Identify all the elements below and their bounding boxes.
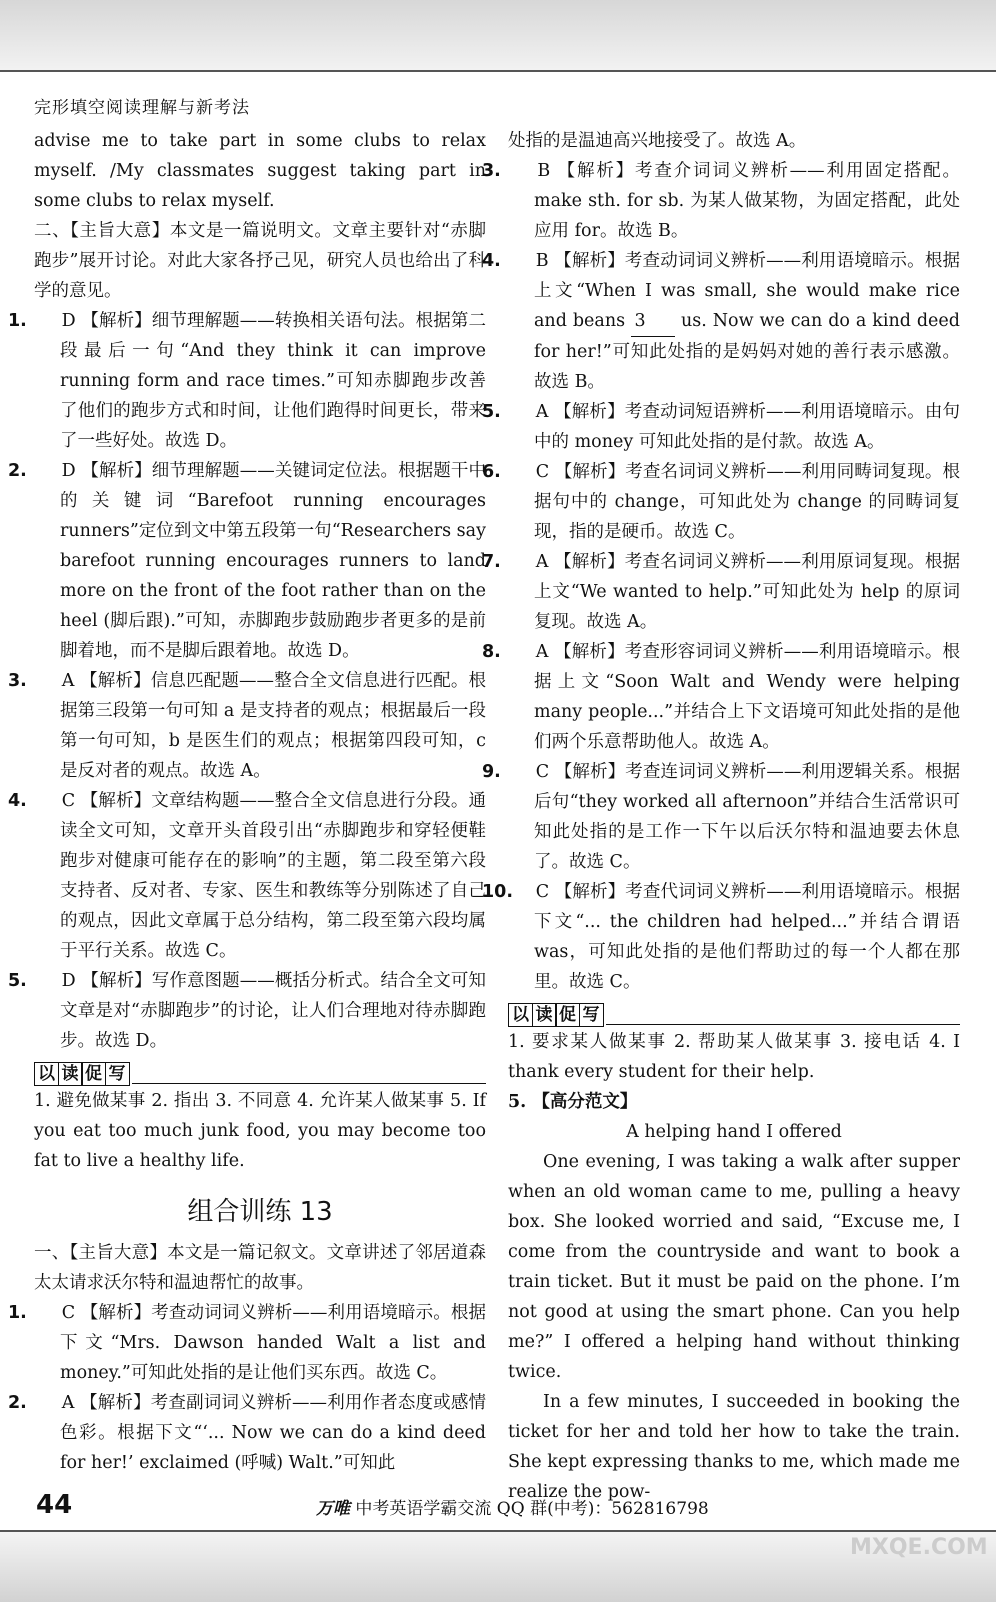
answer-item: 4. C 【解析】文章结构题——整合全文信息进行分段。通读全文可知，文章开头首段引出“赤脚跑步和穿轻便鞋跑步对健康可能存在的影响”的主题，第二段至第六段支持者、反对者、专家、医生和教练等分别陈述了自己的观点，因此文章属于总分结构，第二段至第六段均属于平行关系。故选 C。	[8, 791, 486, 961]
page-number: 44	[36, 1490, 73, 1520]
paragraph: advise me to take part in some clubs to relax myself. /My classmates suggest taking part in some clubs to relax myself.	[34, 131, 486, 211]
model-essay-heading: 5. 【高分范文】	[508, 1092, 638, 1112]
left-column	[8, 126, 486, 1478]
top-scan-bar	[0, 0, 996, 72]
essay-paragraph: One evening, I was taking a walk after supper when an old woman came to me, pulling a heavy box. She looked worried and said, “Excuse me, I come from the countryside and want to book a train ticket. But it must be paid on the phone. I’m not good at using the smart phone. Can you help me?” I offered a helping hand without thinking twice.	[508, 1152, 960, 1382]
section-1-summary: 一、【主旨大意】本文是一篇记叙文。文章讲述了邻居道森太太请求沃尔特和温迪帮忙的故事。	[34, 1243, 486, 1293]
essay-title: A helping hand I offered	[626, 1122, 842, 1142]
essay-paragraph: In a few minutes, I succeeded in booking the ticket for her and told her how to take the train. She kept expressing thanks to me, which made me realize the pow-	[508, 1392, 960, 1502]
footer-text: 万唯 中考英语学霸交流 QQ 群(中考)：562816798	[316, 1499, 709, 1519]
answer-item: 1. C 【解析】考查动词词义辨析——利用语境暗示。根据下文“Mrs. Dawson handed Walt a list and money.”可知此处指的是让他们买东西。故选 C。	[8, 1303, 486, 1383]
answer-item: 2. D 【解析】细节理解题——关键词定位法。根据题干中的关键词“Barefoot running encourages runners”定位到文中第五段第一句“Researchers say barefoot running encourages runners to land more on the front of the foot rather than on the heel (脚后跟).”可知，赤脚跑步鼓励跑步者更多的是前脚着地，而不是脚后跟着地。故选 D。	[8, 461, 486, 661]
bottom-scan-bar	[0, 1530, 996, 1602]
answer-item: 3. A 【解析】信息匹配题——整合全文信息进行匹配。根据第三段第一句可知 a 是支持者的观点；根据最后一段第一句可知，b 是医生们的观点；根据第四段可知，c 是反对者的观点。故选 A。	[8, 671, 486, 781]
yidu-cuxie-answers: 1. 要求某人做某事 2. 帮助某人做某事 3. 接电话 4. I thank every student for their help.	[508, 1032, 960, 1082]
yidu-cuxie-heading: 以 读 促 写	[508, 1003, 960, 1027]
section-title: 组合训练 13	[187, 1197, 333, 1227]
brand-logo: 万唯	[316, 1499, 350, 1519]
answer-item: 2. A 【解析】考查副词词义辨析——利用作者态度或感情色彩。根据下文“‘... Now we can do a kind deed for her!’ exclaimed (呼喊) Walt.”可知此	[8, 1393, 486, 1473]
answer-item: 5. D 【解析】写作意图题——概括分析式。结合全文可知文章是对“赤脚跑步”的讨论，让人们合理地对待赤脚跑步。故选 D。	[8, 971, 486, 1051]
answer-item: 9. C 【解析】考查连词词义辨析——利用逻辑关系。根据后句“they worked all afternoon”并结合生活常识可知此处指的是工作一下午以后沃尔特和温迪要去休息了。故选 C。	[482, 762, 960, 872]
yidu-cuxie-answers: 1. 避免做某事 2. 指出 3. 不同意 4. 允许某人做某事 5. If you eat too much junk food, you may become too fat to live a healthy life.	[34, 1091, 486, 1171]
answer-item: 1. D 【解析】细节理解题——转换相关语句法。根据第二段最后一句“And they think it can improve running form and race times.”可知赤脚跑步改善了他们的跑步方式和时间，让他们跑得时间更长，带来了一些好处。故选 D。	[8, 311, 486, 451]
answer-item: 8. A 【解析】考查形容词词义辨析——利用语境暗示。根据上文“Soon Walt and Wendy were helping many people...”并结合上下文语境可知此处指的是他们两个乐意帮助他人。故选 A。	[482, 642, 960, 752]
yidu-cuxie-heading: 以 读 促 写	[34, 1062, 486, 1086]
right-column	[482, 126, 960, 1507]
blank-number: 3	[631, 306, 675, 337]
answer-item: 4. B 【解析】考查动词词义辨析——利用语境暗示。根据上文“When I was small, she would make rice and beans 3 us. Now we can do a kind deed for her!”可知此处指的是妈妈对她的善行表示感激。故选 B。	[482, 251, 960, 392]
answer-item: 7. A 【解析】考查名词词义辨析——利用原词复现。根据上文“We wanted to help.”可知此处为 help 的原词复现。故选 A。	[482, 552, 960, 632]
paragraph: 处指的是温迪高兴地接受了。故选 A。	[508, 131, 807, 151]
section-2-summary: 二、【主旨大意】本文是一篇说明文。文章主要针对“赤脚跑步”展开讨论。对此大家各抒己见，研究人员也给出了科学的意见。	[34, 221, 486, 301]
answer-item: 3. B 【解析】考查介词词义辨析——利用固定搭配。make sth. for sb. 为某人做某物，为固定搭配，此处应用 for。故选 B。	[482, 161, 960, 241]
answer-item: 6. C 【解析】考查名词词义辨析——利用同畴词复现。根据句中的 change，可知此处为 change 的同畴词复现，指的是硬币。故选 C。	[482, 462, 960, 542]
running-header: 完形填空阅读理解与新考法	[34, 98, 250, 118]
watermark: MXQE.COM	[850, 1535, 988, 1560]
answer-item: 5. A 【解析】考查动词短语辨析——利用语境暗示。由句中的 money 可知此处指的是付款。故选 A。	[482, 402, 960, 452]
answer-item: 10. C 【解析】考查代词词义辨析——利用语境暗示。根据下文“... the children had helped...”并结合谓语 was，可知此处指的是他们帮助过的每一个人都在那里。故选 C。	[482, 882, 960, 992]
